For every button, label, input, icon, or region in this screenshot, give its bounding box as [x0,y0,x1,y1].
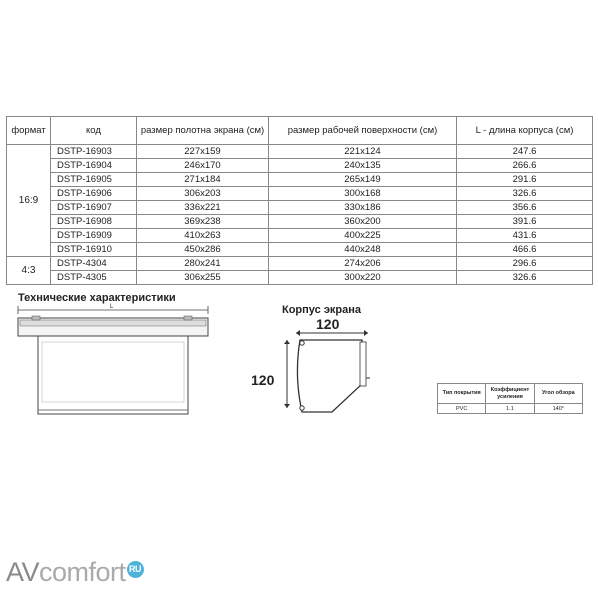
working-surface-cell: 300x220 [269,271,457,285]
working-surface-cell: 360x200 [269,215,457,229]
working-surface-cell: 330x186 [269,201,457,215]
table-row [7,229,593,243]
canvas-size-cell: 306x203 [137,187,269,201]
header-format: формат [7,117,51,145]
housing-height: 120 [251,372,275,388]
housing-length-cell: 391.6 [457,215,593,229]
table-row [7,145,593,159]
canvas-size-cell: 369x238 [137,215,269,229]
canvas-size-cell: 306x255 [137,271,269,285]
format-cell: 16:9 [7,145,51,257]
canvas-size-cell: 336x221 [137,201,269,215]
working-surface-cell: 274x206 [269,257,457,271]
table-row [7,271,593,285]
code-cell: DSTP-16910 [51,243,137,257]
canvas-size-cell: 227x159 [137,145,269,159]
canvas-size-cell: 410x263 [137,229,269,243]
material-header-gain: Коэффициент усиления [486,384,534,404]
format-cell: 4:3 [7,257,51,285]
logo-av: AV [6,557,40,587]
table-row [7,187,593,201]
code-cell: DSTP-16903 [51,145,137,159]
working-surface-cell: 221x124 [269,145,457,159]
canvas-size-cell: 450x286 [137,243,269,257]
header-code: код [51,117,137,145]
code-cell: DSTP-16908 [51,215,137,229]
length-mark: L [110,304,114,310]
code-cell: DSTP-16906 [51,187,137,201]
housing-length-cell: 296.6 [457,257,593,271]
working-surface-cell: 400x225 [269,229,457,243]
code-cell: DSTP-4305 [51,271,137,285]
section-title: Технические характеристики [18,292,176,304]
housing-diagram [272,328,382,428]
material-table [437,383,583,414]
housing-length-cell: 466.6 [457,243,593,257]
housing-length-cell: 266.6 [457,159,593,173]
table-row [7,159,593,173]
canvas-size-cell: 280x241 [137,257,269,271]
screen-diagram [12,300,212,420]
table-row [7,257,593,271]
brand-logo [6,557,144,588]
table-row [7,173,593,187]
table-row [7,243,593,257]
material-header-row [438,384,583,404]
working-surface-cell: 300x168 [269,187,457,201]
working-surface-cell: 265x149 [269,173,457,187]
code-cell: DSTP-16905 [51,173,137,187]
material-gain: 1.1 [486,404,534,414]
housing-length-cell: 291.6 [457,173,593,187]
housing-width: 120 [316,316,340,332]
working-surface-cell: 240x135 [269,159,457,173]
material-angle: 140° [534,404,582,414]
canvas-size-cell: 246x170 [137,159,269,173]
code-cell: DSTP-16904 [51,159,137,173]
material-row [438,404,583,414]
header-housing-length: L - длина корпуса (см) [457,117,593,145]
logo-comfort: comfort [39,557,126,587]
housing-length-cell: 247.6 [457,145,593,159]
spec-header-row [7,117,593,145]
working-surface-cell: 440x248 [269,243,457,257]
spec-table [6,116,593,285]
header-canvas-size: размер полотна экрана (см) [137,117,269,145]
table-row [7,215,593,229]
housing-length-cell: 356.6 [457,201,593,215]
code-cell: DSTP-16909 [51,229,137,243]
housing-length-cell: 326.6 [457,187,593,201]
material-header-angle: Угол обзора [534,384,582,404]
housing-title: Корпус экрана [282,304,361,316]
logo-ru-badge: RU [127,561,144,578]
housing-length-cell: 326.6 [457,271,593,285]
material-type: PVC [438,404,486,414]
material-header-type: Тип покрытия [438,384,486,404]
header-working-surface: размер рабочей поверхности (см) [269,117,457,145]
code-cell: DSTP-4304 [51,257,137,271]
housing-length-cell: 431.6 [457,229,593,243]
code-cell: DSTP-16907 [51,201,137,215]
canvas-size-cell: 271x184 [137,173,269,187]
table-row [7,201,593,215]
